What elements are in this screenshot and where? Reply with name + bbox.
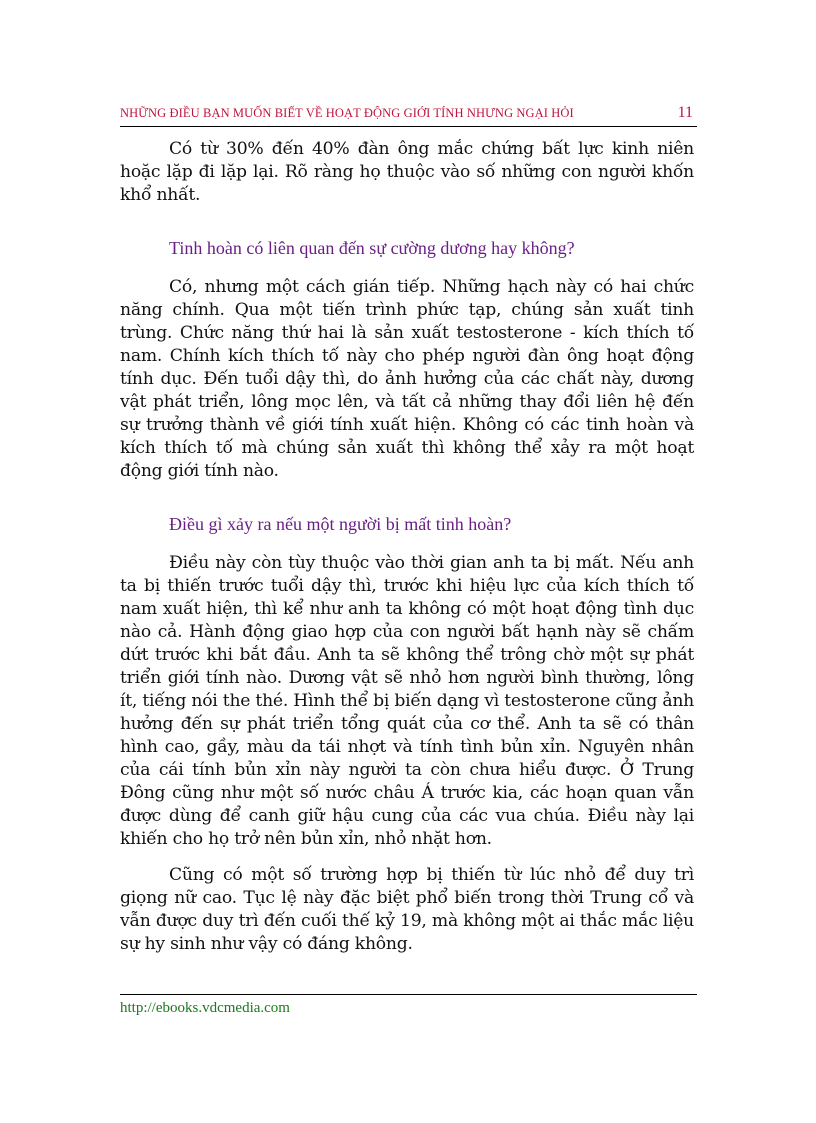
- header-title: NHỮNG ĐIỀU BẠN MUỐN BIẾT VỀ HOẠT ĐỘNG GIỚI TÍNH NHƯNG NGẠI HỎI: [120, 106, 574, 120]
- page-number: 11: [677, 104, 693, 121]
- answer-paragraph-2a: Điều này còn tùy thuộc vào thời gian anh ta bị mất. Nếu anh ta bị thiến trước tuổi dậy thì, trước khi hiệu lực của kích thích tố nam xuất hiện, thì kể như anh ta không có một hoạt động tình dục nào cả. Hành động giao hợp của con người bất hạnh này sẽ chấm dứt trước khi bắt đầu. Anh ta sẽ không thể trông chờ một sự phát triển giới tính nào. Dương vật sẽ nhỏ hơn người bình thường, lông ít, tiếng nói the thé. Hình thể bị biến dạng vì testosterone cũng ảnh hưởng đến sự phát triển tổng quát của cơ thể. Anh ta sẽ có thân hình cao, gầy, màu da tái nhợt và tính tình bủn xỉn. Nguyên nhân của cái tính bủn xỉn này người ta còn chưa hiểu được. Ở Trung Đông cũng như một số nước châu Á trước kia, các hoạn quan vẫn được dùng để canh giữ hậu cung của các vua chúa. Điều này lại khiến cho họ trở nên bủn xỉn, nhỏ nhặt hơn.: [120, 553, 694, 849]
- answer-paragraph-1: Có, nhưng một cách gián tiếp. Những hạch này có hai chức năng chính. Qua một tiến trình phức tạp, chúng sản xuất tinh trùng. Chức năng thứ hai là sản xuất testosterone - kích thích tố nam. Chính kích thích tố này cho phép người đàn ông hoạt động tính dục. Đến tuổi dậy thì, do ảnh hưởng của các chất này, dương vật phát triển, lông mọc lên, và tất cả những thay đổi liên hệ đến sự trưởng thành về giới tính xuất hiện. Không có các tinh hoàn và kích thích tố mà chúng sản xuất thì không thể xảy ra một hoạt động giới tính nào.: [120, 277, 694, 481]
- question-heading-1: Tinh hoàn có liên quan đến sự cường dương hay không?: [169, 238, 575, 258]
- intro-paragraph: Có từ 30% đến 40% đàn ông mắc chứng bất lực kinh niên hoặc lặp đi lặp lại. Rõ ràng họ thuộc vào số những con người khốn khổ nhất.: [120, 139, 694, 205]
- page-body: [120, 138, 694, 956]
- footer-divider: [120, 994, 697, 995]
- answer-paragraph-2b: Cũng có một số trường hợp bị thiến từ lúc nhỏ để duy trì giọng nữ cao. Tục lệ này đặc biệt phổ biến trong thời Trung cổ và vẫn được duy trì đến cuối thế kỷ 19, mà không một ai thắc mắc liệu sự hy sinh như vậy có đáng không.: [120, 865, 694, 954]
- footer-url-link[interactable]: http://ebooks.vdcmedia.com: [120, 1000, 290, 1016]
- running-header: [120, 104, 697, 127]
- question-heading-2: Điều gì xảy ra nếu một người bị mất tinh hoàn?: [169, 514, 512, 534]
